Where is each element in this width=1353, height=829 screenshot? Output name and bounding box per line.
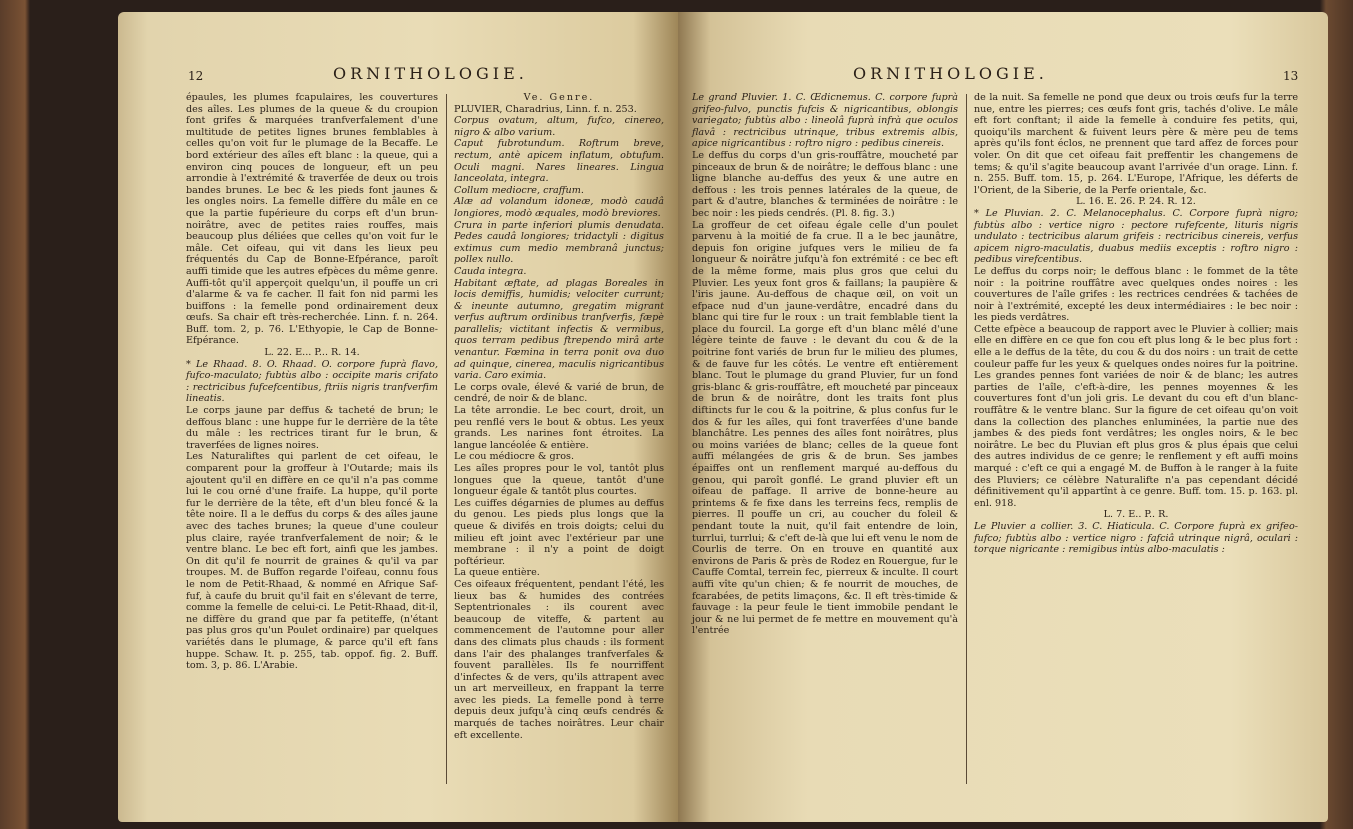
measurement-line: L. 16. E. 26. P. 24. R. 12. [1076,196,1196,208]
species-entry: Le Pluvier a collier. 3. C. Hiaticula. C. Corpore fuprà ex grifeo-fufco; fubtùs albo : vertice nigro : fafciâ utrinque nigrâ, oculari : torque nigricante : remigibus intùs albo-maculatis : [974,520,1298,556]
paragraph: épaules, les plumes fcapulaires, les couvertures des aîles. Les plumes de la queue & du croupion font grifes & marquées tranfverfalement d'une multitude de petites lignes brunes femblables à celles qu'on voit fur le plumage de la Becaffe. Le bord extérieur des aîles eft blanc : la queue, qui a environ cinq pouces de longueur, eft un peu arrondie à l'extrémité & traverfée de deux ou trois bandes brunes. Le bec & les pieds font jaunes & les ongles noirs. La femelle diffère du mâle en ce que la partie fupérieure du corps eft d'un brun-noirâtre, avec de petites raies rouffes, mais beaucoup plus déliées que celles qu'on voit fur le mâle. Cet oifeau, qui vit dans les lieux peu fréquentés du Cap de Bonne-Efpérance, paroît auffi timide que les autres efpèces du même genre. Auffi-tôt qu'il apperçoit quelqu'un, il pouffe un cri d'alarme & va fe cacher. Il fait fon nid parmi les buiffons : la femelle pond ordinairement deux œufs. Sa chair eft très-recherchée. Linn. f. n. 264. Buff. tom. 2, p. 76. L'Ethyopie, le Cap de Bonne-Efpérance. [186,92,438,347]
measurement-line: L. 7. E.. P.. R. [1103,509,1169,521]
paragraph: Le cou médiocre & gros. [454,451,574,463]
paragraph: Les aîles propres pour le vol, tantôt plus longues que la queue, tantôt d'une longueur égale & tantôt plus courtes. [454,463,664,498]
left-column [186,92,438,672]
paragraph: Collum mediocre, craffum. [454,184,584,196]
running-header: ORNITHOLOGIE. [853,64,1048,83]
column-divider [966,94,967,784]
paragraph: Crura in parte inferiori plumis denudata. Pedes caudâ longiores; tridactyli : digitus extimus cum medio membranâ junctus; pollex nullo. [454,219,664,266]
paragraph: La tête arrondie. Le bec court, droit, un peu renflé vers le bout & obtus. Les yeux grands. Les narines font étroites. La langue lancéolée & entière. [454,405,664,451]
page-number: 13 [1283,69,1299,83]
paragraph: Cette efpèce a beaucoup de rapport avec le Pluvier à collier; mais elle en diffère en ce que fon cou eft plus long & le bec plus fort : elle a le deffus de la tête, du cou & du dos noirs : un trait de cette couleur paffe fur les yeux & quelques ondes noires fur la poitrine. Les grandes pennes font variées de noir & de blanc; les autres parties de l'aîle, c'eft-à-dire, les pennes moyennes & les couvertures font d'un joli gris. Le devant du cou eft d'un blanc-rouffâtre & le ventre blanc. Sur la figure de cet oifeau qu'on voit dans la collection des planches enluminées, la partie nue des jambes & des pieds font verdâtres; les ongles noirs, & le bec noirâtre. Le bec du Pluvian eft plus gros & plus épais que celui des autres individus de ce genre; le renflement y eft auffi moins marqué : c'eft ce qui a engagé M. de Buffon à le ranger à la fuite des Pluviers; ce célèbre Naturalifte n'a pas cependant décidé définitivement qu'il appartînt à ce genre. Buff. tom. 15. p. 163. pl. enl. 918. [974,323,1298,509]
left-page [118,12,678,822]
right-column [454,92,664,741]
species-entry: * Le Pluvian. 2. C. Melanocephalus. C. Corpore fuprà nigro; fubtùs albo : vertice nigro : pectore rufefcente, lituris nigris undulato : tectricibus alarum grifeis : rectricibus cinereis, verfus apicem nigro-maculatis, duabus mediis exceptis : roftro nigro : pedibus virefcentibus. [974,207,1298,266]
paragraph: La groffeur de cet oifeau égale celle d'un poulet parvenu à la moitié de fa crue. Il a le bec jaunâtre, depuis fon origine jufques vers le milieu de fa longueur & noirâtre jufqu'à fon extrémité : ce bec eft de la même forme, mais plus gros que celui du Pluvier. Les yeux font gros & faillans; la paupière & l'iris jaune. Au-deffous de chaque œil, on voit un efpace nud d'un jaune-verdâtre, encadré dans du blanc qui tire fur le roux : un trait femblable tient la place du fourcil. La gorge eft d'un blanc mêlé d'une légère teinte de fauve : le devant du cou & de la poitrine font variés de brun fur le milieu des plumes, & de fauve fur les côtés. Le ventre eft entièrement blanc. Tout le plumage du grand Pluvier, fur un fond gris-blanc & gris-rouffâtre, eft moucheté par pinceaux de brun & de noirâtre, dont les traits font plus diftincts fur le cou & la poitrine, & plus confus fur le dos & fur les aîles, qui font traverfées d'une bande blanchâtre. Les pennes des aîles font noirâtres, plus ou moins variées de blanc; celles de la queue font auffi mélangées de gris & de brun. Ses jambes épaiffes ont un renflement marqué au-deffous du genou, qui paroît gonflé. Le grand pluvier eft un oifeau de paffage. Il arrive de bonne-heure au printems & fe fixe dans les terreins fecs, remplis de pierres. Il pouffe un cri, au coucher du foleil & pendant toute la nuit, qu'il fait entendre de loin, turrlui, turrlui; & c'eft de-là que lui eft venu le nom de Courlis de terre. On en trouve en quantité aux environs de Paris & près de Rodez en Rouergue, fur le Cauffe Comtal, terrein fec, pierreux & inculte. Il court auffi vîte qu'un chien; & fe nourrit de mouches, de fcarabées, de petits limaçons, &c. Il eft très-timide & fauvage : la peur feule le tient immobile pendant le jour & ne lui permet de fe mettre en mouvement qu'à l'entrée [692,219,958,637]
paragraph: Habitant æftate, ad plagas Boreales in locis demiffis, humidis; velociter currunt; & ineunte autumno, gregatim migrant verfus auftrum ordinibus tranfverfis, fæpè parallelis; victitant infectis & vermibus, quos terram pedibus ftrependo mirâ arte venantur. Fœmina in terra ponit ova duo ad quinque, cinerea, maculis nigricantibus varia. Caro eximia. [454,277,664,382]
paragraph: de la nuit. Sa femelle ne pond que deux ou trois œufs fur la terre nue, entre les pierres; ces œufs font gris, tachés d'olive. Le mâle eft fort conftant; il aide la femelle à conduire fes petits, qui, quoiqu'ils marchent & fuivent leurs père & mère peu de tems après qu'ils font éclos, ne prennent que tard affez de forces pour voler. On dit que cet oifeau fait preffentir les changemens de tems; & qu'il s'agite beaucoup avant l'arrivée d'un orage. Linn. f. n. 255. Buff. tom. 15, p. 264. L'Europe, l'Afrique, les déferts de l'Orient, de la Siberie, de la Perfe orientale, &c. [974,92,1298,196]
column-divider [446,94,447,784]
running-header: ORNITHOLOGIE. [333,64,528,83]
left-column [692,92,958,637]
genus-heading: Ve. Genre. [523,92,595,103]
paragraph: Cauda integra. [454,265,527,277]
paragraph: Alæ ad volandum idoneæ, modò caudâ longiores, modò æquales, modò breviores. [454,196,664,219]
paragraph: Le deffus du corps noir; le deffous blanc : le fommet de la tête noir : la poitrine rouffâtre avec quelques ondes noires : les couvertures de l'aîle grifes : les rectrices cendrées & tachées de noir à l'extrémité, excepté les deux intermédiaires : le bec noir : les pieds verdâtres. [974,265,1298,324]
paragraph: Les Naturaliftes qui parlent de cet oifeau, le comparent pour la groffeur à l'Outarde; mais ils ajoutent qu'il en diffère en ce qu'il n'a pas comme lui le cou orné d'une fraife. La huppe, qu'il porte fur le derrière de la tête, eft d'un bleu foncé & la tête noire. Il a le deffus du corps & des aîles jaune avec des taches brunes; la queue d'une couleur plus claire, rayée tranfverfalement de noir; & le ventre blanc. Le bec eft fort, ainfi que les jambes. On dit qu'il fe nourrit de graines & qu'il va par troupes. M. de Buffon regarde l'oifeau, connu fous le nom de Petit-Rhaad, & nommé en Afrique Saf-fuf, à caufe du bruit qu'il fait en s'élevant de terre, comme la femelle de celui-ci. Le Petit-Rhaad, dit-il, ne diffère du grand que par fa petiteffe, (n'étant pas plus gros qu'un Poulet ordinaire) par quelques variétés dans le plumage, & parce qu'il eft fans huppe. Schaw. It. p. 255, tab. oppof. fig. 2. Buff. tom. 3, p. 86. L'Arabie. [186,451,438,672]
species-entry: * Le Rhaad. 8. O. Rhaad. O. corpore fuprà flavo, fufco-maculato; fubtùs albo : occipite maris crifato : rectricibus fufcefcentibus, ftriis nigris tranfverfim lineatis. [186,358,438,405]
paragraph: Le deffus du corps d'un gris-rouffâtre, moucheté par pinceaux de brun & de noirâtre; le deffous blanc : une ligne blanche au-deffus des yeux & une autre en deffous : les trois pennes latérales de la queue, de part & d'autre, blanches & terminées de noirâtre : le bec noir : les pieds cendrés. (Pl. 8. fig. 3.) [692,149,958,219]
paragraph: Les cuiffes dégarnies de plumes au deffus du genou. Les pieds plus longs que la queue & divifés en trois doigts; celui du milieu eft joint avec l'extérieur par une membrane : il n'y a point de doigt poftérieur. [454,497,664,567]
measurement-line: L. 22. E... P... R. 14. [264,347,360,359]
paragraph: Le corps jaune par deffus & tacheté de brun; le deffous blanc : une huppe fur le derrière de la tête du mâle : les rectrices tirant fur le brun, & traverfées de lignes noires. [186,405,438,451]
species-entry: Le grand Pluvier. 1. C. Œdicnemus. C. corpore fuprà grifeo-fulvo, punctis fufcis & nigricantibus, oblongis variegato; fubtùs albo : lineolâ fuprà infrà que oculos flavâ : rectricibus utrinque, tribus extremis albis, apice nigricantibus : roftro nigro : pedibus cinereis. [692,92,958,150]
genus-title: PLUVIER, Charadrius, Linn. f. n. 253. [454,103,637,115]
paragraph: Ces oifeaux fréquentent, pendant l'été, les lieux bas & humides des contrées Septentrionales : ils courent avec beaucoup de viteffe, & partent au commencement de l'automne pour aller dans des climats plus chauds : ils forment dans l'air des phalanges tranfverfales & fouvent parallèles. Ils fe nourriffent d'infectes & de vers, qu'ils attrapent avec un art merveilleux, en frappant la terre avec les pieds. La femelle pond à terre depuis deux jufqu'à cinq œufs cendrés & marqués de taches noirâtres. Leur chair eft excellente. [454,578,664,741]
paragraph: Corpus ovatum, altum, fufco, cinereo, nigro & albo varium. [454,115,664,138]
paragraph: Caput fubrotundum. Roftrum breve, rectum, antè apicem inflatum, obtufum. Oculi magni. Nares lineares. Lingua lanceolata, integra. [454,138,664,185]
right-column [974,92,1298,556]
page-number: 12 [188,69,204,83]
paragraph: Le corps ovale, élevé & varié de brun, de cendré, de noir & de blanc. [454,381,664,405]
right-page [678,12,1328,822]
paragraph: La queue entière. [454,567,540,579]
